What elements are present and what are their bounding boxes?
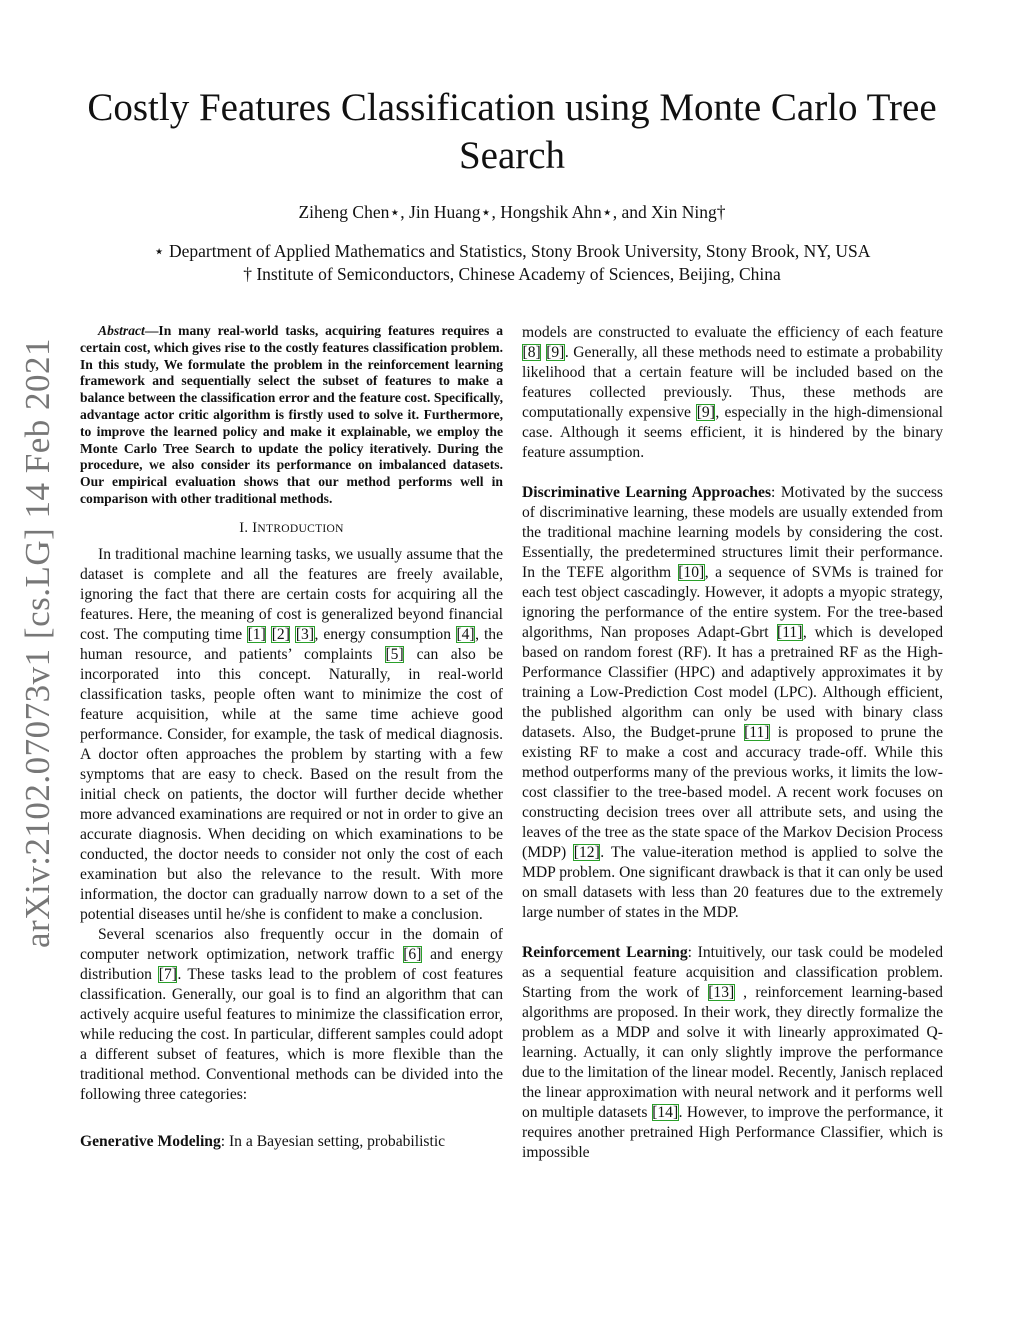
reinforcement-learning-paragraph	[522, 943, 943, 1163]
discriminative-learning-heading: Discriminative Learning Approaches	[522, 484, 772, 501]
generative-modeling-heading: Generative Modeling	[80, 1132, 221, 1150]
citation-link[interactable]: [2]	[271, 625, 290, 643]
intro-p2-text-1: Several scenarios also frequently occur in the domain of computer network optimization, network traffic	[80, 925, 503, 963]
paragraph-gap	[80, 1105, 503, 1132]
citation-link[interactable]: [11]	[744, 724, 770, 741]
section-number: I.	[239, 519, 249, 536]
abstract	[80, 323, 503, 508]
right-p3-text-3: . However, to improve the performance, it requires another pretrained High Performance Classifier, which is impossible	[522, 1104, 943, 1161]
citation-link[interactable]: [5]	[385, 645, 404, 663]
citation-link[interactable]: [6]	[403, 945, 422, 963]
citation-link[interactable]: [10]	[678, 564, 705, 581]
citation-link[interactable]: [7]	[158, 965, 177, 983]
right-p1-text-3: , especially in the high-dimensional case. Although it seems efficient, it is hindered by the binary feature assumption.	[522, 404, 943, 461]
paragraph-gap	[522, 923, 943, 943]
intro-p1-text-4: can also be incorporated into this concept. Naturally, in real-world classification tasks, people often want to minimize the cost of feature acquisition, while at the same time achieve good performance. Consider, for example, the task of medical diagnosis. A doctor often approaches the problem by starting with a few symptoms that are easy to check. Based on the result from the initial check on patients, the doctor will further decide whether more advanced examinations are required or not in order to give an accurate diagnosis. When deciding on which examinations to be conducted, the doctor needs to consider not only the cost of each examination but also the relevance to the result. With more information, the doctor can gradually narrow down to a set of the potential diseases until he/she is confident to make a conclusion.	[80, 645, 504, 923]
right-paragraph-1	[522, 323, 943, 463]
right-p2-text-3: , which is developed based on random forest (RF). It has a pretrained RF as the High-Performance Classifier (HPC) and adaptively approximates it by training a Low-Prediction Cost model (LPC). Although efficient, the published algorithm can only be used with binary class datasets. Also, the Budget-prune	[522, 624, 944, 741]
intro-paragraph-2	[80, 925, 503, 1105]
citation-link[interactable]: [9]	[696, 404, 715, 421]
section-initial: I	[252, 519, 258, 536]
generative-modeling-paragraph	[80, 1132, 503, 1152]
citation-link[interactable]: [12]	[573, 844, 600, 861]
arxiv-side-stamp: arXiv:2102.07073v1 [cs.LG] 14 Feb 2021	[18, 337, 57, 948]
left-column	[80, 323, 503, 1152]
citation-link[interactable]: [13]	[708, 984, 735, 1001]
generative-modeling-text: : In a Bayesian setting, probabilistic	[220, 1132, 446, 1150]
citation-link[interactable]: [8]	[522, 344, 541, 361]
intro-p1-text-1: In traditional machine learning tasks, we usually assume that the dataset is complete and all the features are freely available, ignoring the fact that there are certain costs for acquiring all the features. Here, the meaning of cost is generalized beyond financial cost. The computing time	[80, 545, 503, 643]
reinforcement-learning-heading: Reinforcement Learning	[522, 944, 688, 961]
right-p2-text-1: : Motivated by the success of discriminative learning, these models are usually extended from the traditional machine learning models by considering the cost. Essentially, the predetermined structures limit their performance. In the TEFE algorithm	[522, 484, 944, 581]
intro-paragraph-1	[80, 545, 503, 925]
affiliations	[80, 240, 944, 286]
citation-link[interactable]: [3]	[295, 625, 315, 643]
citation-link[interactable]: [4]	[456, 625, 475, 643]
affiliation-2: † Institute of Semiconductors, Chinese Academy of Sciences, Beijing, China	[243, 264, 781, 284]
author-list: Ziheng Chen⋆, Jin Huang⋆, Hongshik Ahn⋆, and Xin Ning†	[298, 202, 726, 222]
right-p3-text-2: , reinforcement learning-based algorithms are proposed. In their work, they directly formalize the problem as a MDP and solve it with linearly approximated Q-learning. Actually, it can only slightly improve the performance due to the limitation of the linear model. Recently, Janisch replaced the linear approximation with neural network and it performs well on multiple datasets	[522, 984, 943, 1121]
paragraph-gap	[522, 463, 943, 483]
right-p1-space	[541, 344, 546, 361]
right-p1-text-1: models are constructed to evaluate the efficiency of each feature	[522, 324, 943, 341]
right-p2-text-2: , a sequence of SVMs is trained for each test object cascadingly. However, it adopts a myopic strategy, ignoring the performance of the entire system. For the tree-based algorithms, Nan proposes Adapt-Gbrt	[522, 564, 943, 641]
citation-link[interactable]: [11]	[777, 624, 803, 641]
section-rest: NTRODUCTION	[257, 522, 344, 535]
intro-p1-text-2: , energy consumption	[314, 625, 456, 643]
intro-p2-text-3: . These tasks lead to the problem of cost features classification. Generally, our goal is to find an algorithm that can actively acquire useful features to minimize the classification error, while reducing the cost. In particular, different samples could adopt a different subset of features, which is more flexible than the traditional method. Conventional methods can be divided into the following three categories:	[80, 965, 504, 1103]
right-p2-text-5: . The value-iteration method is applied to solve the MDP problem. One significant drawback is that it can only be used on small datasets with less than 20 features due to the extremely large number of states in the MDP.	[522, 844, 943, 921]
abstract-text: —In many real-world tasks, acquiring features requires a certain cost, which gives rise to the costly features classification problem. In this study, We formulate the problem in the reinforcement learning framework and sequentially select the subset of features to make a balance between the classification error and the feature cost. Specifically, advantage actor critic algorithm is firstly used to solve it. Furthermore, to improve the learned policy and make it explainable, we employ the Monte Carlo Tree Search to update the policy iteratively. During the procedure, we also consider its performance on imbalanced datasets. Our empirical evaluation shows that our method performs well in comparison with other traditional methods.	[80, 323, 503, 506]
paper-title: Costly Features Classification using Monte Carlo Tree Search	[87, 86, 937, 177]
abstract-label: Abstract	[98, 323, 145, 338]
right-p3-text-1: : Intuitively, our task could be modeled as a sequential feature acquisition and classification problem. Starting from the work of	[522, 944, 943, 1001]
citation-link[interactable]: [14]	[652, 1104, 679, 1121]
intro-p2-text-2: and energy distribution	[80, 945, 503, 983]
right-column	[522, 323, 943, 1163]
right-p2-text-4: is proposed to prune the existing RF to make a cost and accuracy trade-off. While this method outperforms many of the previous works, it limits the low-cost classifier to the tree-based model. A recent work focuses on constructing decision trees over all attribute sets, and using the leaves of the tree as the state space of the Markov Decision Process (MDP)	[522, 724, 943, 861]
discriminative-learning-paragraph	[522, 483, 943, 923]
intro-p1-text-3: , the human resource, and patients’ complaints	[80, 625, 503, 663]
affiliation-1: ⋆ Department of Applied Mathematics and Statistics, Stony Brook University, Stony Brook, NY, USA	[153, 241, 871, 261]
section-heading-introduction	[80, 518, 503, 539]
citation-link[interactable]: [9]	[546, 344, 565, 361]
right-p1-text-2: . Generally, all these methods need to estimate a probability likelihood that a certain feature will be included based on the features collected previously. Thus, these methods are computationally expensive	[522, 344, 943, 421]
citation-link[interactable]: [1]	[247, 625, 266, 643]
